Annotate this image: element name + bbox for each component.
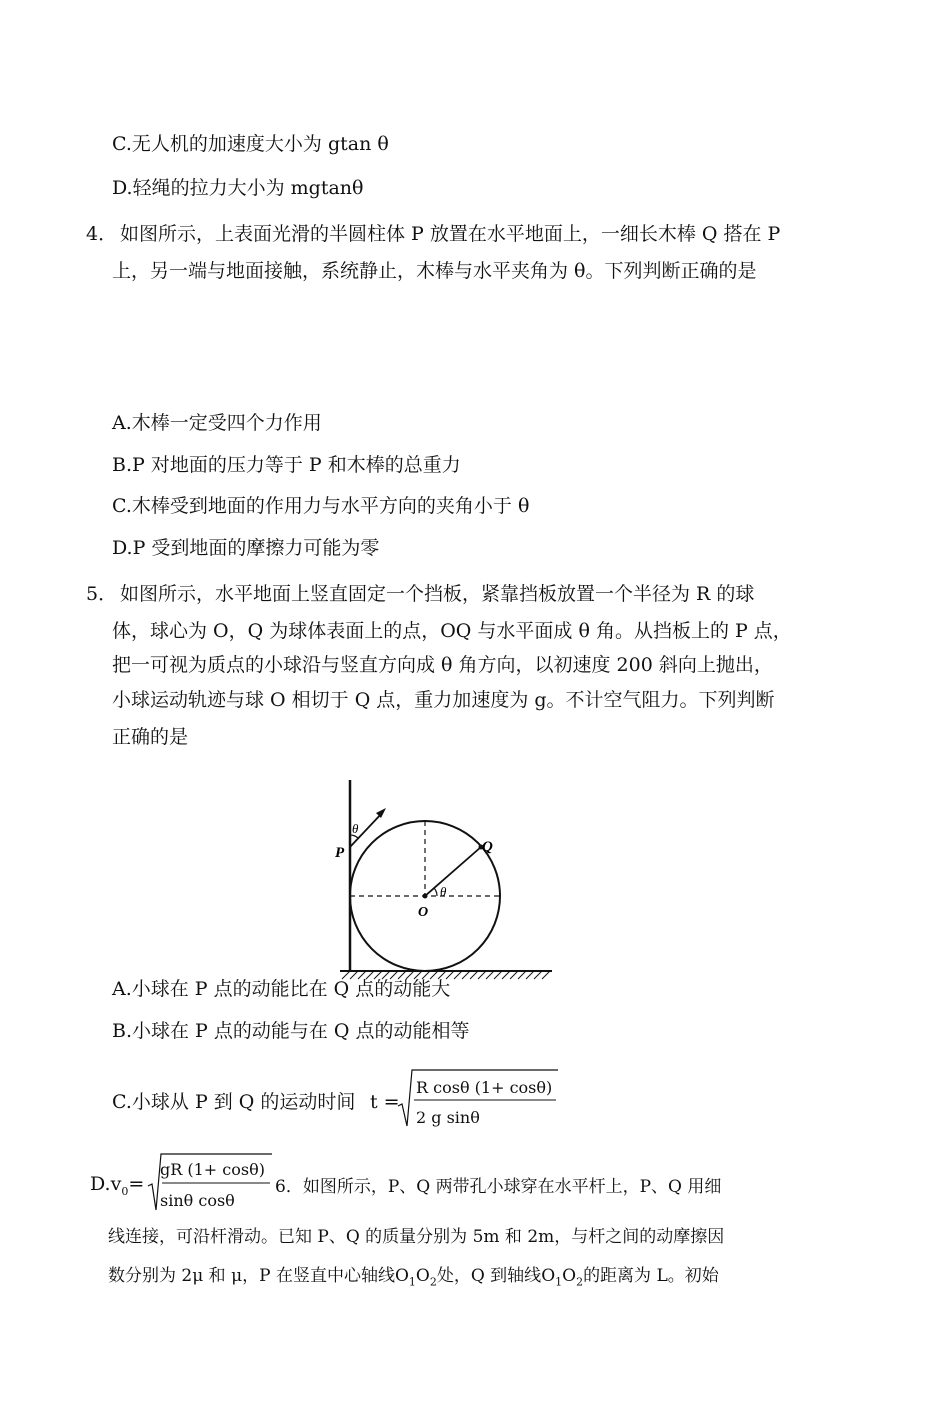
q5-option-c-numerator: R cosθ (1+ cosθ) — [416, 1078, 553, 1097]
q4-stem-line1: 如图所示，上表面光滑的半圆柱体 P 放置在水平地面上，一细长木棒 Q 搭在 P — [120, 223, 781, 245]
q6-line3: 数分别为 2μ 和 μ，P 在竖直中心轴线$O_1O_2$处，Q 到轴线$O_1O_2$的距离为 L。初始 — [108, 1266, 719, 1289]
q5-stem-line4: 小球运动轨迹与球 O 相切于 Q 点，重力加速度为 g。不计空气阻力。下列判断 — [112, 689, 775, 711]
oq-radius — [425, 847, 481, 896]
q3-option-d: D.轻绳的拉力大小为 mgtanθ — [112, 177, 364, 199]
label-theta-o: θ — [440, 884, 447, 899]
q4-option-d: D.P 受到地面的摩擦力可能为零 — [112, 537, 380, 559]
angle-arc-o — [434, 888, 437, 896]
label-q: Q — [482, 839, 493, 855]
q5-stem-line2: 体，球心为 O，Q 为球体表面上的点，OQ 与水平面成 θ 角。从挡板上的 P 点， — [112, 620, 792, 642]
q5-figure — [330, 775, 560, 985]
q5-option-d-numerator: gR (1+ cosθ) — [160, 1160, 265, 1179]
q5-option-b: B.小球在 P 点的动能与在 Q 点的动能相等 — [112, 1020, 470, 1042]
subscript-zero: 0 — [121, 1184, 129, 1198]
q5-option-d-denominator: sinθ cosθ — [160, 1191, 235, 1210]
q5-option-c-lhs: t = — [370, 1091, 400, 1113]
q4-option-c: C.木棒受到地面的作用力与水平方向的夹角小于 θ — [112, 495, 530, 517]
arrow-head — [376, 808, 386, 818]
o-point — [423, 894, 428, 899]
q3-option-c: C.无人机的加速度大小为 gtan θ — [112, 133, 389, 155]
q5-number: 5． — [86, 583, 118, 605]
q4-option-a: A.木棒一定受四个力作用 — [112, 412, 322, 434]
q4-option-b: B.P 对地面的压力等于 P 和木棒的总重力 — [112, 454, 461, 476]
q4-stem-line2: 上，另一端与地面接触，系统静止，木棒与水平夹角为 θ。下列判断正确的是 — [112, 260, 757, 282]
label-o: O — [418, 905, 429, 920]
q5-stem-line3: 把一可视为质点的小球沿与竖直方向成 θ 角方向，以初速度 200 斜向上抛出， — [112, 654, 773, 676]
q4-number: 4． — [86, 223, 118, 245]
q6-line2: 线连接，可沿杆滑动。已知 P、Q 的质量分别为 5m 和 2m，与杆之间的动摩擦因 — [108, 1227, 725, 1247]
q5-stem-line1: 如图所示，水平地面上竖直固定一个挡板，紧靠挡板放置一个半径为 R 的球 — [120, 583, 755, 605]
q5-option-d-prefix: $D.v_0=$ — [90, 1173, 145, 1198]
label-theta-p: θ — [352, 821, 359, 836]
q5-option-c-denominator: 2 g sinθ — [416, 1108, 480, 1127]
q6-line1: 6．如图所示，P、Q 两带孔小球穿在水平杆上，P、Q 用细 — [275, 1177, 722, 1197]
q5-option-c-text: C.小球从 P 到 Q 的运动时间 — [112, 1091, 356, 1113]
q5-stem-line5: 正确的是 — [112, 726, 189, 748]
equals-sign: = — [128, 1173, 145, 1195]
label-p: P — [335, 845, 345, 861]
q5-option-a: A.小球在 P 点的动能比在 Q 点的动能大 — [112, 978, 451, 1000]
